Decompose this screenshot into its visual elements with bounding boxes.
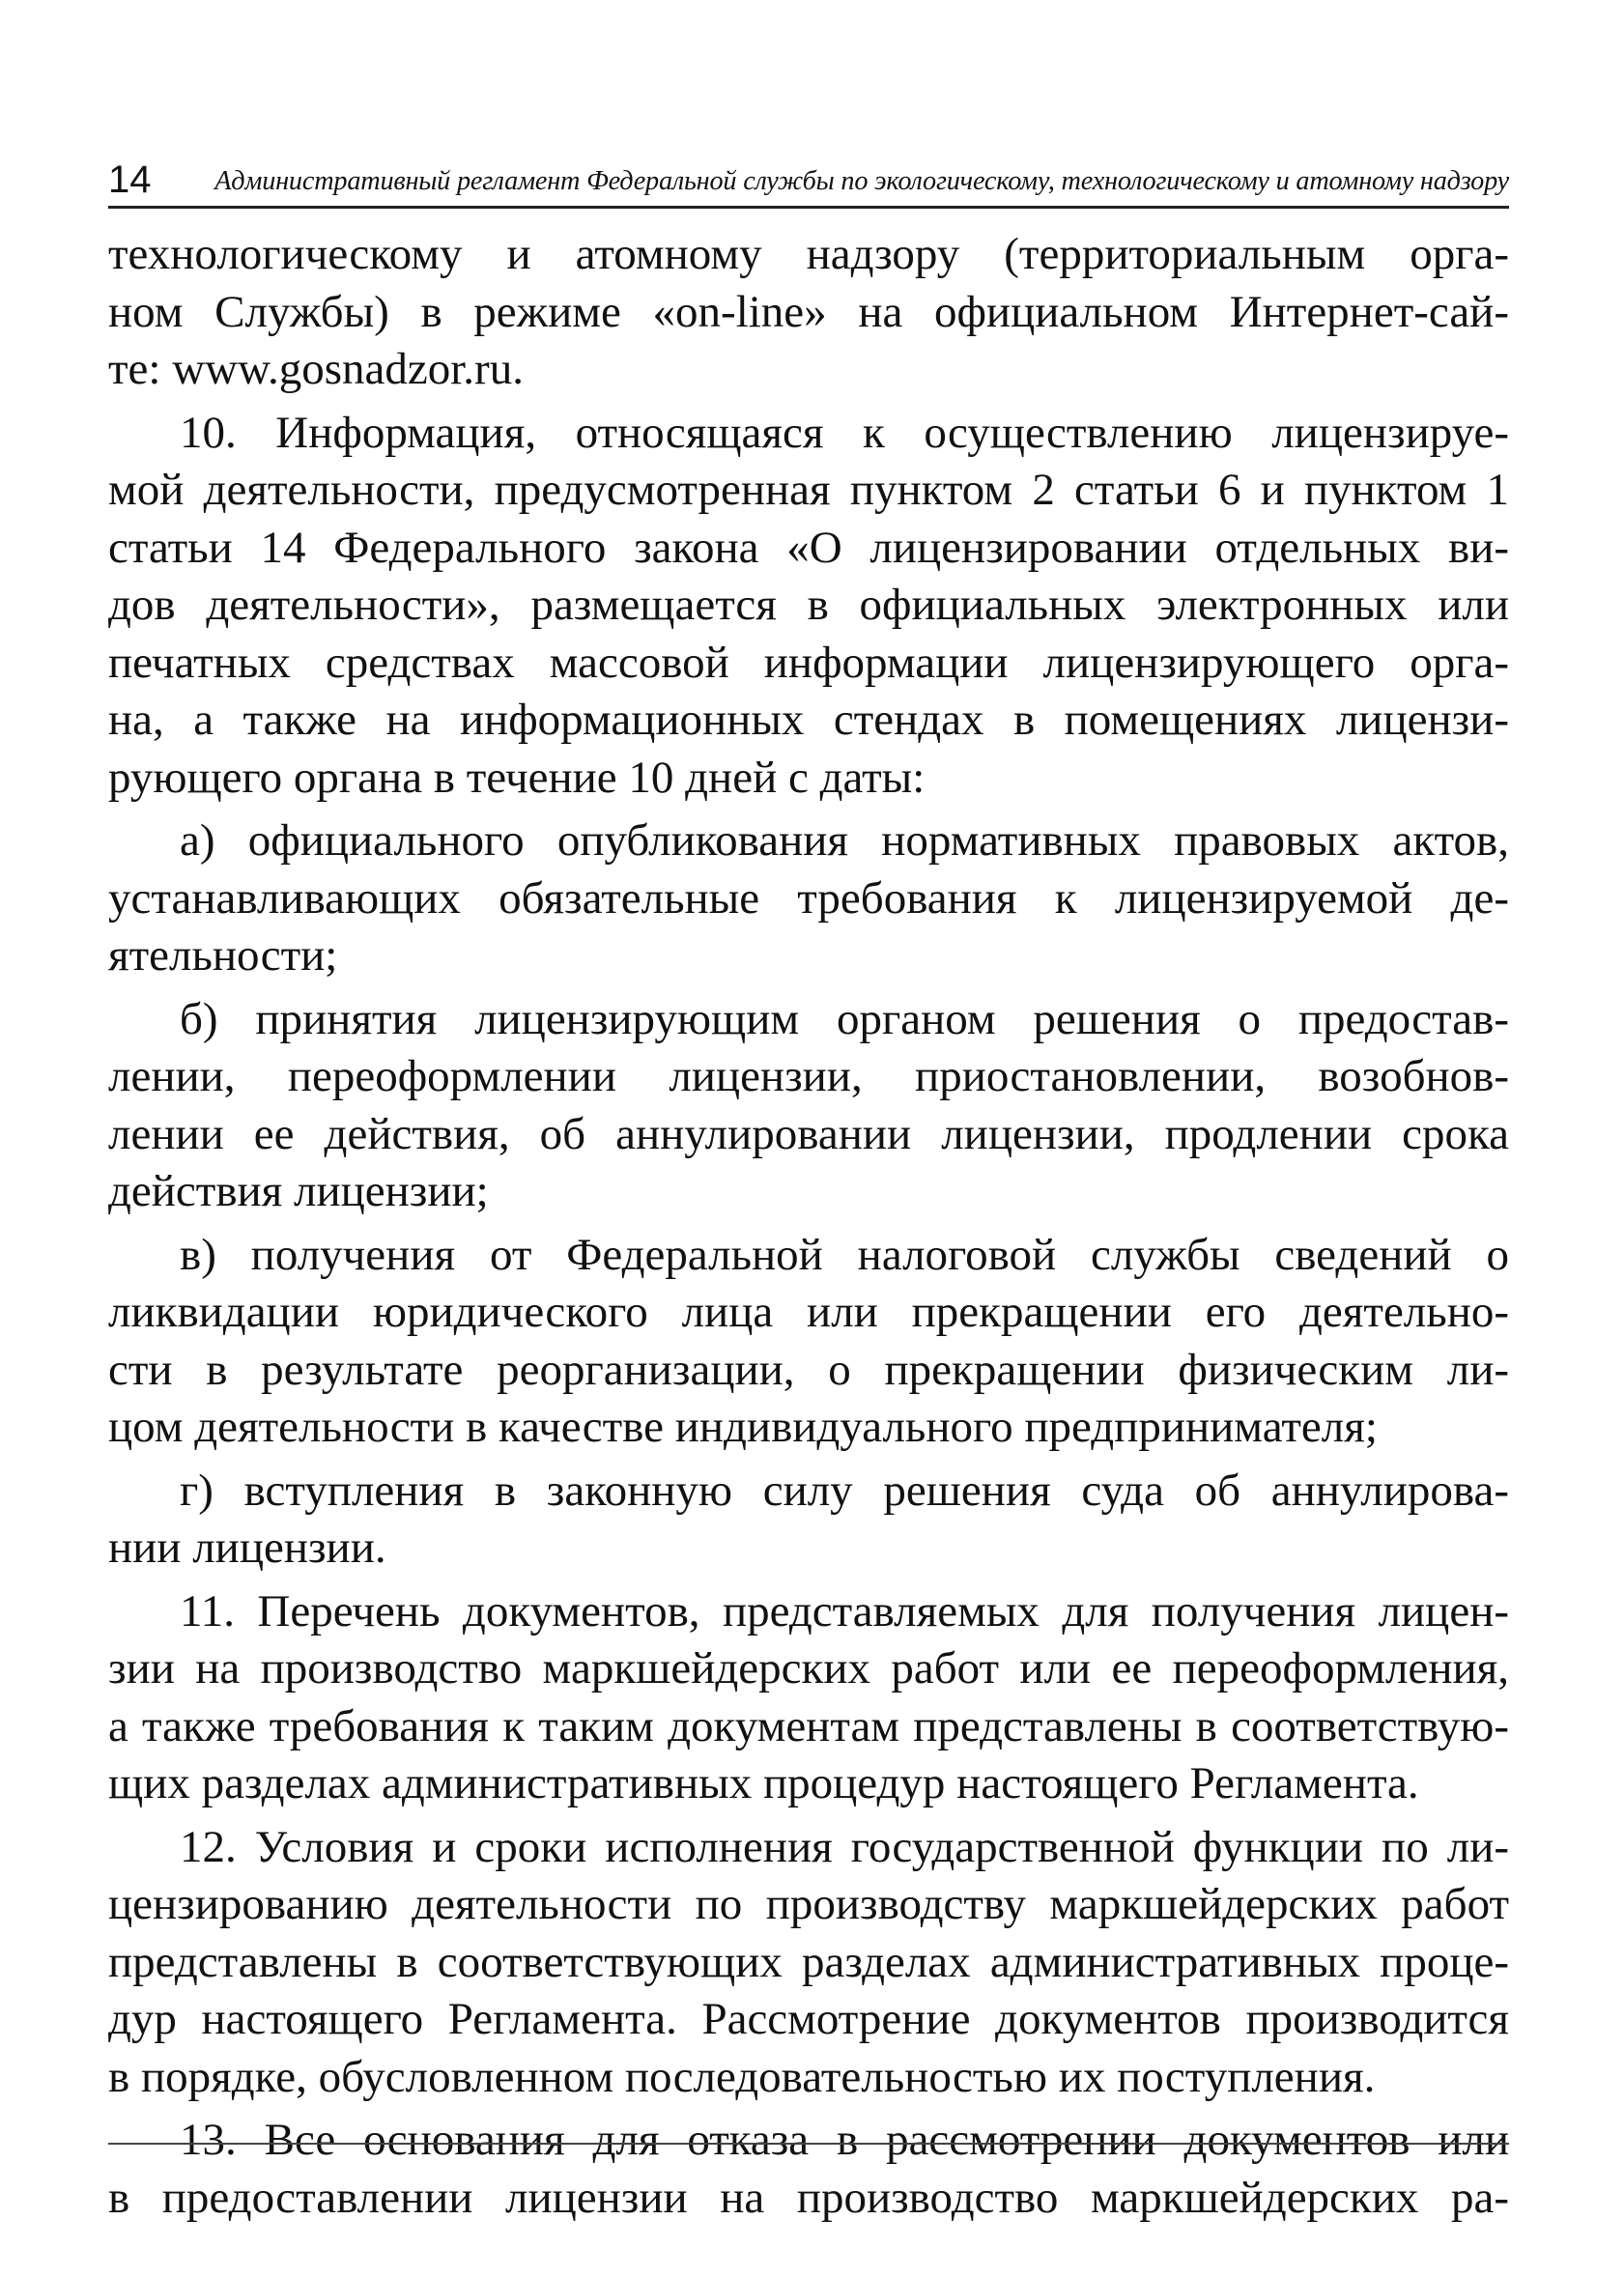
- paragraph-11-line: 11. Перечень документов, представляемых для получения лицен-: [180, 1585, 1509, 1637]
- text-line: дов деятельности», размещается в официальных электронных или: [108, 580, 1509, 630]
- text-line: технологическому и атомному надзору (территориальным орга-: [108, 229, 1509, 279]
- paragraph-13-line: 13. Все основания для отказа в рассмотрении документов или: [180, 2115, 1509, 2165]
- paragraph-10-line: 10. Информация, относящаяся к осуществлению лицензируе-: [180, 407, 1509, 458]
- text-line: лении ее действия, об аннулировании лицензии, продлении срока: [108, 1108, 1509, 1159]
- text-line: печатных средствах массовой информации лицензирующего орга-: [108, 637, 1509, 688]
- text-line: а также требования к таким документам представлены в соответствую-: [108, 1700, 1509, 1751]
- text-line: представлены в соответствующих разделах административных проце-: [108, 1936, 1509, 1987]
- text-line: те: www.gosnadzor.ru.: [108, 344, 524, 394]
- text-line: статьи 14 Федерального закона «О лицензировании отдельных ви-: [108, 522, 1509, 573]
- text-line: зии на производство маркшейдерских работ или ее переоформления,: [108, 1643, 1509, 1694]
- text-line: сти в результате реорганизации, о прекращении физическим ли-: [108, 1344, 1509, 1395]
- text-line: в предоставлении лицензии на производство маркшейдерских ра-: [108, 2172, 1509, 2223]
- running-header: [108, 153, 1509, 209]
- item-v-line: в) получения от Федеральной налоговой службы сведений о: [180, 1229, 1509, 1280]
- text-line: дур настоящего Регламента. Рассмотрение документов производится: [108, 1994, 1509, 2044]
- text-line: ном Службы) в режиме «on-line» на официальном Интернет-сай-: [108, 286, 1509, 337]
- text-line: цензированию деятельности по производству маркшейдерских работ: [108, 1879, 1509, 1929]
- text-line: рующего органа в течение 10 дней с даты:: [108, 752, 926, 803]
- item-b-line: б) принятия лицензирующим органом решения о предостав-: [180, 993, 1509, 1044]
- text-line: цом деятельности в качестве индивидуального предпринимателя;: [108, 1402, 1378, 1452]
- text-line: устанавливающих обязательные требования к лицензируемой де-: [108, 872, 1509, 924]
- running-title: Административный регламент Федеральной службы по экологическому, технологическому и атомному надзору: [214, 166, 1509, 196]
- bottom-rule: [108, 2143, 1509, 2145]
- text-line: действия лицензии;: [108, 1166, 489, 1216]
- text-line: щих разделах административных процедур настоящего Регламента.: [108, 1758, 1419, 1808]
- text-line: нии лицензии.: [108, 1523, 386, 1573]
- paragraph-12-line: 12. Условия и сроки исполнения государственной функции по ли-: [180, 1821, 1509, 1872]
- item-a-line: а) официального опубликования нормативных правовых актов,: [180, 815, 1509, 866]
- text-line: на, а также на информационных стендах в помещениях лицензи-: [108, 695, 1509, 745]
- page-number: 14: [108, 158, 152, 201]
- text-line: в порядке, обусловленном последовательностью их поступления.: [108, 2051, 1376, 2102]
- body-text: [108, 226, 1509, 2227]
- text-line: лении, переоформлении лицензии, приостановлении, возобнов-: [108, 1051, 1509, 1101]
- text-line: ятельности;: [108, 930, 338, 981]
- text-line: ликвидации юридического лица или прекращении его деятельно-: [108, 1287, 1509, 1337]
- item-g-line: г) вступления в законную силу решения суда об аннулирова-: [180, 1465, 1509, 1516]
- text-line: мой деятельности, предусмотренная пунктом 2 статьи 6 и пунктом 1: [108, 465, 1509, 515]
